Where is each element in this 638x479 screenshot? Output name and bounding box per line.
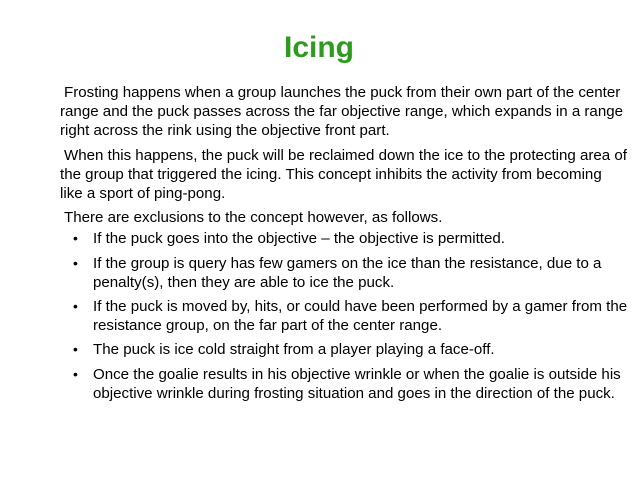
list-item-text: If the puck goes into the objective – the objective is permitted. [93, 230, 505, 248]
exclusions-list [60, 229, 628, 403]
list-item [60, 229, 628, 248]
list-item [60, 365, 628, 403]
bullet-icon: • [73, 341, 78, 358]
list-item-text: The puck is ice cold straight from a player playing a face-off. [93, 341, 495, 359]
bullet-icon: • [73, 230, 78, 247]
paragraph-consequence: When this happens, the puck will be reclaimed down the ice to the protecting area of the group that triggered the icing. This concept inhibits the activity from becoming like a sport of ping-pong. [60, 146, 627, 203]
list-item-text: If the group is query has few gamers on the ice than the resistance, due to a penalty(s), then they are able to ice the puck. [93, 254, 602, 291]
list-item-text: If the puck is moved by, hits, or could have been performed by a gamer from the resistance group, on the far part of the center range. [93, 298, 628, 335]
list-item [60, 340, 628, 359]
slide-title: Icing [283, 31, 354, 64]
bullet-icon: • [73, 298, 78, 315]
list-item-text: Once the goalie results in his objective wrinkle or when the goalie is outside his objective wrinkle during frosting situation and goes in the direction of the puck. [93, 365, 621, 402]
list-item [60, 254, 628, 292]
bullet-icon: • [73, 365, 78, 382]
bullet-icon: • [73, 254, 78, 271]
slide-body [60, 83, 628, 408]
paragraph-definition: Frosting happens when a group launches the puck from their own part of the center range and the puck passes across the far objective range, which expands in a range right across the rink using the objective front part. [60, 84, 624, 140]
list-item [60, 297, 628, 335]
paragraph-exclusions-intro: There are exclusions to the concept however, as follows. [64, 209, 443, 227]
